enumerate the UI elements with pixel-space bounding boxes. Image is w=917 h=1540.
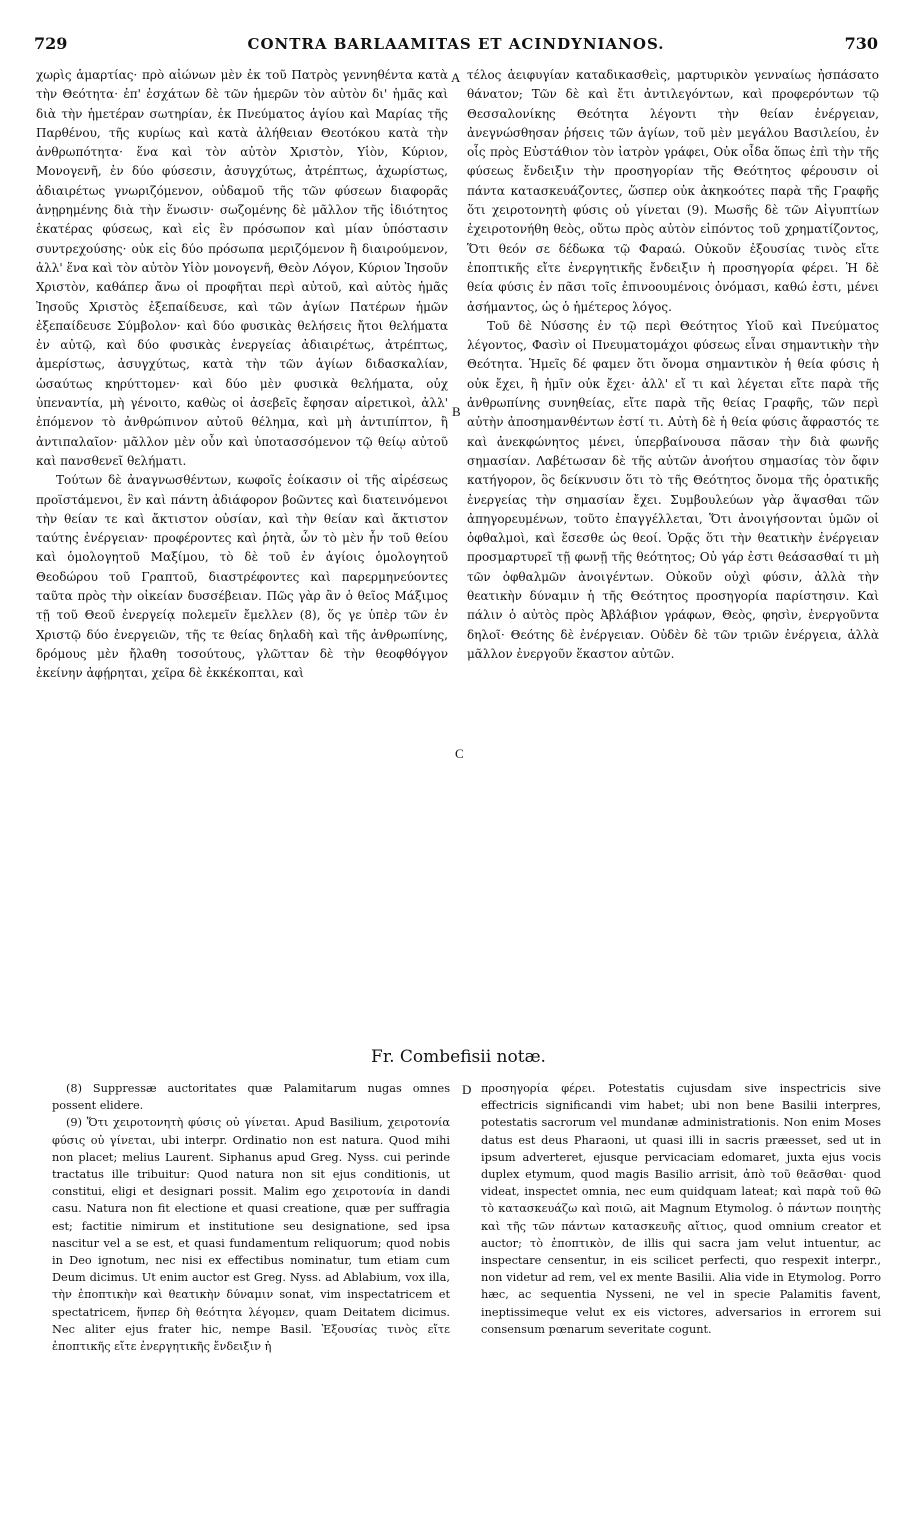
margin-marker-a: A — [451, 70, 461, 85]
note-9: (9) Ὅτι χειροτονητὴ φύσις οὐ γίνεται. Apud Basilium, χειροτονία φύσις οὐ γίνεται, ubi interpr. Ordinatio non est natura. Quod mihi non placet; melius Laurent. Siphanus apud Greg. Nyss. cui perinde tractatus ille tribuitur: Quod natura non sit ejus conditionis, ut constitui, eligi et designari possit. Malim ego χειροτονία in dandi casu. Natura non fit electione et quasi creatione, quæ per suffragia est; factitie nimirum et institutione seu designatione, sed ipsa nascitur vel a se est, et quasi fundamentum reliquorum; quod nobis in Deo ignotum, nec nisi ex effectibus nominatur, tum etiam cum Deum dicimus. Ut enim auctor est Greg. Nyss. ad Ablabium, vox illa, τὴν ἐποπτικὴν καὶ θεατικὴν δύναμιν sonat, vim inspectatricem et spectatricem, ἥνπερ δὴ θεότητα λέγομεν, quam Deitatem dicimus. Nec aliter ejus frater hic, nempe Basil. Ἐξουσίας τινὸς εἴτε ἐποπτικῆς εἴτε ἐνεργητικῆς ἔνδειξιν ἡ — [52, 1116, 450, 1354]
note-9-continued: προσηγορία φέρει. Potestatis cujusdam sive inspectricis sive effectricis significandi vim habet; ubi non bene Basilii interpres, potestatis sacrorum vel mundanæ administrationis. Non enim Moses datus est deus Pharaoni, ut quasi illi in sacris præesset, sed ut in ipsum adverteret, ejusque pervicaciam edomaret, juxta ejus vocis duplex etymum, quod magis Basilio arrisit, ἀπὸ τοῦ θεᾶσθαι· quod videat, inspectet omnia, nec eum quidquam lateat; καὶ παρὰ τοῦ θῶ τὸ κατασκευάζω καὶ ποιῶ, ait Magnum Etymolog. ὁ πάντων ποιητὴς καὶ τῆς τῶν πάντων κατασκευῆς αἴτιος, quod omnium creator et auctor; τὸ ἐποπτικὸν, de illis qui sacra jam velut intuentur, ac inspectare censentur, in eis scilicet perfecti, quo respexit interpr., non videtur ad rem, vel ex mente Basilii. Alia vide in Etymolog. Porro hæc, ac sequentia Nysseni, ne vel in specie Palamitis favent, ineptissimeque velut ex eis victores, adversarios in errorem sui consensum pœnarum severitate cogunt. — [481, 1082, 881, 1336]
page-number-right: 730 — [844, 34, 878, 53]
page-header — [34, 34, 878, 60]
main-left-paragraph-1: χωρὶς ἁμαρτίας· πρὸ αἰώνων μὲν ἐκ τοῦ Πατρὸς γεννηθέντα κατὰ τὴν Θεότητα· ἐπ' ἐσχάτων δὲ τῶν ἡμερῶν τὸν αὐτὸν δι' ἡμᾶς καὶ διὰ τὴν ἡμετέραν σωτηρίαν, ἐκ Πνεύματος ἁγίου καὶ Μαρίας τῆς Παρθένου, τῆς κυρίως καὶ κατὰ ἀλήθειαν Θεοτόκου κατὰ τὴν ἀνθρωπότητα· ἕνα καὶ τὸν αὐτὸν Χριστὸν, Υἱὸν, Κύριον, Μονογενῆ, ἐν δύο φύσεσιν, ἀσυγχύτως, ἀτρέπτως, ἀχωρίστως, ἀδιαιρέτως γνωριζόμενον, οὐδαμοῦ τῆς τῶν φύσεων διαφορᾶς ἀνῃρημένης διὰ τὴν ἕνωσιν· σωζομένης δὲ μᾶλλον τῆς ἰδιότητος ἑκατέρας φύσεως, καὶ εἰς ἓν πρόσωπον καὶ μίαν ὑπόστασιν συντρεχούσης· οὐκ εἰς δύο πρόσωπα μεριζόμενον ἢ διαιρούμενον, ἀλλ' ἕνα καὶ τὸν αὐτὸν Υἱὸν μονογενῆ, Θεὸν Λόγον, Κύριον Ἰησοῦν Χριστὸν, καθάπερ ἄνω οἱ προφῆται περὶ αὐτοῦ, καὶ αὐτὸς ἡμᾶς Ἰησοῦς Χριστὸς ἐξεπαίδευσε, καὶ τῶν ἁγίων Πατέρων ἡμῶν ἐξεπαίδευσε Σύμβολον· καὶ δύο φυσικὰς θελήσεις ἤτοι θελήματα ἐν αὐτῷ, καὶ δύο φυσικὰς ἐνεργείας ἀδιαιρέτως, ἀτρέπτως, ἀμερίστως, ἀσυγχύτως, κατὰ τὴν τῶν ἁγίων διδασκαλίαν, ὡσαύτως κηρύττομεν· καὶ δύο μὲν φυσικὰ θελήματα, οὐχ ὑπεναντία, μὴ γένοιτο, καθὼς οἱ ἀσεβεῖς ἔφησαν αἱρετικοὶ, ἀλλ' ἑπόμενον τὸ ἀνθρώπινον αὐτοῦ θέλημα, καὶ μὴ ἀντιπίπτον, ἢ ἀντιπαλαῖον· μᾶλλον μὲν οὖν καὶ ὑποτασσόμενον τῷ θείῳ αὐτοῦ καὶ πανσθενεῖ θελήματι. — [36, 68, 448, 468]
margin-marker-d: D — [462, 1082, 472, 1097]
main-left-paragraph-2: Τούτων δὲ ἀναγνωσθέντων, κωφοῖς ἐοίκασιν οἱ τῆς αἱρέσεως προϊστάμενοι, ἓν καὶ πάντη ἀδιάφορον βοῶντες καὶ διατεινόμενοι τὴν θείαν τε καὶ ἄκτιστον οὐσίαν, καὶ τὴν θείαν καὶ ἄκτιστον ταύτης ἐνέργειαν· προφέροντες καὶ ῥητὰ, ὧν τὸ μὲν ἦν τοῦ θείου καὶ ὁμολογητοῦ Μαξίμου, τὸ δὲ τοῦ ἐν ἁγίοις ὁμολογητοῦ Θεοδώρου τοῦ Γραπτοῦ, διαστρέφοντες καὶ παρερμηνεύοντες ταῦτα πρὸς τὴν οἰκείαν δυσσέβειαν. Πῶς γὰρ ἂν ὁ θεῖος Μάξιμος τῇ τοῦ Θεοῦ ἐνεργείᾳ πολεμεῖν ἔμελλεν (8), ὅς γε ὑπὲρ τῶν ἐν Χριστῷ δύο ἐνεργειῶν, τῆς τε θείας δηλαδὴ καὶ τῆς ἀνθρωπίνης, δρόμους μὲν ἤλαθη τοσούτους, γλῶτταν δὲ τὴν θεοφθόγγον ἐκείνην ἀφῄρηται, χεῖρα δὲ ἐκκέκοπται, καὶ — [36, 473, 448, 681]
notes-left-column — [52, 1080, 450, 1355]
running-title: CONTRA BARLAAMITAS ET ACINDYNIANOS. — [247, 35, 665, 53]
main-text-right-column — [467, 66, 879, 664]
margin-marker-b: B — [452, 404, 461, 419]
main-right-paragraph-2: Τοῦ δὲ Νύσσης ἐν τῷ περὶ Θεότητος Υἱοῦ καὶ Πνεύματος λέγοντος, Φασὶν οἱ Πνευματομάχοι φύσεως εἶναι σημαντικὴν τὴν Θεότητα. Ἡμεῖς δέ φαμεν ὅτι ὄνομα σημαντικὸν ἡ θεία φύσις ἡ οὐκ ἔχει, ἢ ἡμῖν οὐκ ἔχει· ἀλλ' εἴ τι καὶ λέγεται εἴτε παρὰ τῆς ἀνθρωπίνης συνηθείας, εἴτε παρὰ τῆς θείας Γραφῆς, τῶν περὶ αὐτὴν ἀποσημανθέντων ἐστί τι. Αὐτὴ δὲ ἡ θεία φύσις ἄφραστός τε καὶ ἀνεκφώνητος μένει, ὑπερβαίνουσα πᾶσαν τὴν διὰ φωνῆς σημασίαν. Λαβέτωσαν δὲ τῆς αὐτῶν ἀνοήτου σημασίας τὸν ὄφιν κατήγορον, ὃς δείκνυσιν ὅτι τὸ τῆς Θεότητος ὄνομα τῆς ὁρατικῆς ἐνεργείας τὴν σημασίαν ἔχει. Συμβουλεύων γὰρ ἅψασθαι τῶν ἀπηγορευμένων, τοῦτο ἐπαγγέλλεται, Ὅτι ἀνοιγήσονται ὑμῶν οἱ ὀφθαλμοὶ, καὶ ἔσεσθε ὡς θεοί. Ὁρᾷς ὅτι τὴν θεατικὴν ἐνέργειαν προσμαρτυρεῖ τῇ φωνῇ τῆς θεότητος; Οὐ γάρ ἐστι θεάσασθαί τι μὴ τῶν ὀφθαλμῶν ἀνοιγέντων. Οὐκοῦν οὐχὶ φύσιν, ἀλλὰ τὴν θεατικὴν δύναμιν ἡ τῆς Θεότητος προσηγορία παρίστησιν. Καὶ πάλιν ὁ αὐτὸς πρὸς Ἀβλάβιον γράφων, Θεὸς, φησὶν, ἐνεργοῦντα δηλοῖ· Θεότης δὲ ἐνέργειαν. Οὐδὲν δὲ τῶν τριῶν ἐνέργεια, ἀλλὰ μᾶλλον ἐνεργοῦν ἕκαστον αὐτῶν. — [467, 318, 879, 661]
notes-title: Fr. Combefisii notæ. — [371, 1047, 546, 1067]
main-right-paragraph-1: τέλος ἀειφυγίαν καταδικασθεὶς, μαρτυρικὸν γενναίως ἠσπάσατο θάνατον; Τῶν δὲ καὶ ἔτι ἀντιλεγόντων, καὶ προφερόντων τῷ Θεσσαλονίκης Θεότητα λέγοντι τὴν θείαν ἐνέργειαν, ἀνεγνώσθησαν ῥήσεις τῶν ἁγίων, τοῦ μὲν μεγάλου Βασιλείου, ἐν οἷς πρὸς Εὐστάθιον τὸν ἰατρὸν γράφει, Οὐκ οἶδα ὅπως ἐπὶ τὴν τῆς φύσεως ἔνδειξιν τὴν προσηγορίαν τῆς Θεότητος φέρουσιν οἱ πάντα κατασκευάζοντες, ὥσπερ οὐκ ἀκηκοότες παρὰ τῆς Γραφῆς ὅτι χειροτονητὴ φύσις οὐ γίνεται (9). Μωσῆς δὲ τῶν Αἰγυπτίων ἐχειροτονήθη θεὸς, οὕτω πρὸς αὐτὸν εἰπόντος τοῦ χρηματίζοντος, Ὅτι θεόν σε δέδωκα τῷ Φαραώ. Οὐκοῦν ἐξουσίας τινὸς εἴτε ἐποπτικῆς εἴτε ἐνεργητικῆς ἔνδειξιν ἡ προσηγορία φέρει. Ἡ δὲ θεία φύσις ἐν πᾶσι τοῖς ἐπινοουμένοις ὀνόμασι, καθώ ἐστι, μένει ἀσήμαντος, ὡς ὁ ἡμέτερος λόγος. — [467, 68, 879, 314]
note-8: (8) Suppressæ auctoritates quæ Palamitarum nugas omnes possent elidere. — [52, 1082, 450, 1113]
notes-right-column — [481, 1080, 881, 1338]
page-number-left: 729 — [34, 34, 68, 53]
margin-marker-c: C — [455, 746, 464, 761]
main-text-left-column — [36, 66, 448, 684]
